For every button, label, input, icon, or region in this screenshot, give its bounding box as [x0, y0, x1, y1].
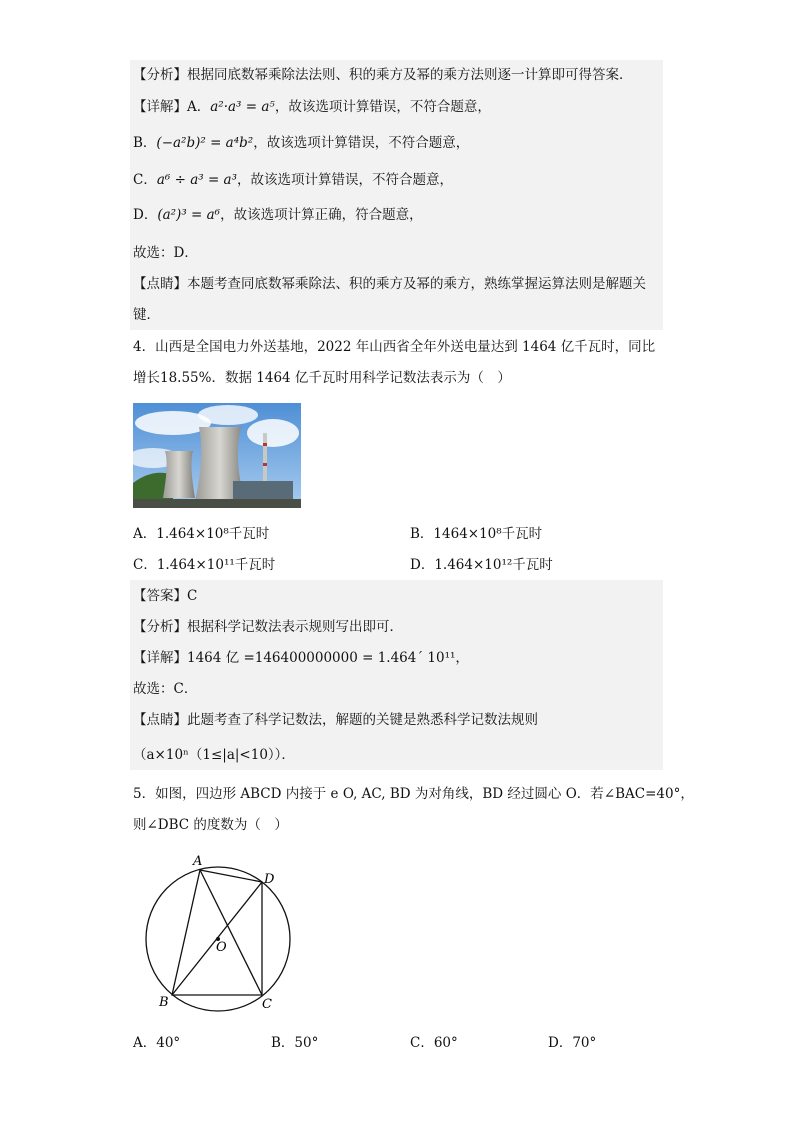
q3-detail-a-prefix: 【详解】A． [133, 99, 211, 115]
label-o: O [216, 940, 227, 955]
q4-option-d[interactable] [410, 555, 553, 575]
q4-option-b[interactable] [410, 524, 542, 544]
q3-detail-b-prefix: B． [133, 135, 157, 151]
q5-option-c-label: C． [410, 1035, 434, 1051]
q4-option-c-value: 1.464×10¹¹千瓦时 [156, 557, 276, 573]
q5-stem-line1: 5．如图，四边形 ABCD 内接于 e O, AC, BD 为对角线，BD 经过圆心 O．若∠BAC=40°， [133, 786, 694, 802]
q3-detail-c [133, 170, 453, 190]
q5-option-d-label: D． [548, 1035, 573, 1051]
q3-comment-line1: 【点睛】本题考查同底数幂乘除法、积的乘方及幂的乘方，熟练掌握运算法则是解题关 [133, 276, 646, 292]
q4-option-a-value: 1.464×10⁸千瓦时 [156, 526, 270, 542]
q4-option-c-label: C． [133, 557, 157, 573]
q4-stem-line1: 4．山西是全国电力外送基地，2022 年山西省全年外送电量达到 1464 亿千瓦时，同比 [133, 339, 656, 355]
q4-option-c[interactable] [133, 555, 275, 575]
q4-stem-line2: 增长18.55%．数据 1464 亿千瓦时用科学记数法表示为（ ） [133, 370, 511, 386]
q3-detail-a [133, 97, 491, 117]
q3-detail-b [133, 133, 469, 153]
q3-detail-d-expr: (a²)³ = a⁶ [157, 207, 221, 223]
q3-analysis: 【分析】根据同底数幂乘除法法则、积的乘方及幂的乘方法则逐一计算即可得答案． [133, 67, 633, 83]
q3-detail-c-expr: a⁶ ÷ a³ = a³ [156, 172, 238, 188]
q5-option-d-value: 70° [572, 1035, 597, 1051]
label-b: B [159, 995, 169, 1010]
q3-detail-d [133, 205, 423, 225]
q3-choice: 故选：D． [133, 245, 198, 261]
q4-comment-line2: （a×10ⁿ（1≤|a|<10））． [133, 747, 295, 763]
cooling-towers-photo [133, 403, 301, 508]
cooling-towers-illustration [133, 403, 301, 508]
q5-option-b[interactable] [271, 1033, 318, 1053]
q4-detail: 【详解】1464 亿 =146400000000 = 1.464´ 10¹¹， [133, 650, 469, 666]
q3-comment-line2: 键． [133, 307, 160, 323]
q3-detail-d-prefix: D． [133, 207, 158, 223]
q5-option-a-label: A． [133, 1035, 157, 1051]
diagonal-ac [200, 870, 262, 995]
q4-analysis: 【分析】根据科学记数法表示规则写出即可． [133, 619, 403, 635]
q4-option-d-value: 1.464×10¹²千瓦时 [434, 557, 553, 573]
q4-comment-line1: 【点睛】此题考查了科学记数法，解题的关键是熟悉科学记数法规则 [133, 712, 538, 728]
q5-option-b-value: 50° [294, 1035, 319, 1051]
q3-detail-c-text: ，故该选项计算错误，不符合题意， [237, 172, 454, 188]
q5-option-c[interactable] [410, 1033, 458, 1053]
q3-detail-c-prefix: C． [133, 172, 157, 188]
circle-quadrilateral-figure [130, 845, 305, 1020]
q5-option-a-value: 40° [156, 1035, 181, 1051]
q4-option-b-value: 1464×10⁸千瓦时 [433, 526, 543, 542]
q5-option-b-label: B． [271, 1035, 295, 1051]
q5-option-d[interactable] [548, 1033, 596, 1053]
q4-option-d-label: D． [410, 557, 435, 573]
q4-option-a-label: A． [133, 526, 157, 542]
q4-choice: 故选：C． [133, 681, 198, 697]
label-d: D [264, 872, 275, 887]
q4-solution-shade [130, 580, 663, 770]
q5-stem-line2: 则∠DBC 的度数为（ ） [133, 817, 288, 833]
q5-option-c-value: 60° [433, 1035, 458, 1051]
q3-detail-b-text: ，故该选项计算错误，不符合题意， [253, 135, 470, 151]
q4-option-a[interactable] [133, 524, 269, 544]
q3-detail-a-expr: a²·a³ = a⁵ [210, 99, 275, 115]
quadrilateral-abcd [172, 870, 262, 995]
q3-detail-b-expr: (−a²b)² = a⁴b² [156, 135, 254, 151]
label-c: C [262, 997, 272, 1012]
q5-option-a[interactable] [133, 1033, 180, 1053]
q3-detail-a-text: ，故该选项计算错误，不符合题意， [274, 99, 491, 115]
label-a: A [193, 854, 203, 869]
q4-option-b-label: B． [410, 526, 434, 542]
q4-answer: 【答案】C [133, 588, 198, 604]
q3-detail-d-text: ，故该选项计算正确，符合题意， [220, 207, 423, 223]
